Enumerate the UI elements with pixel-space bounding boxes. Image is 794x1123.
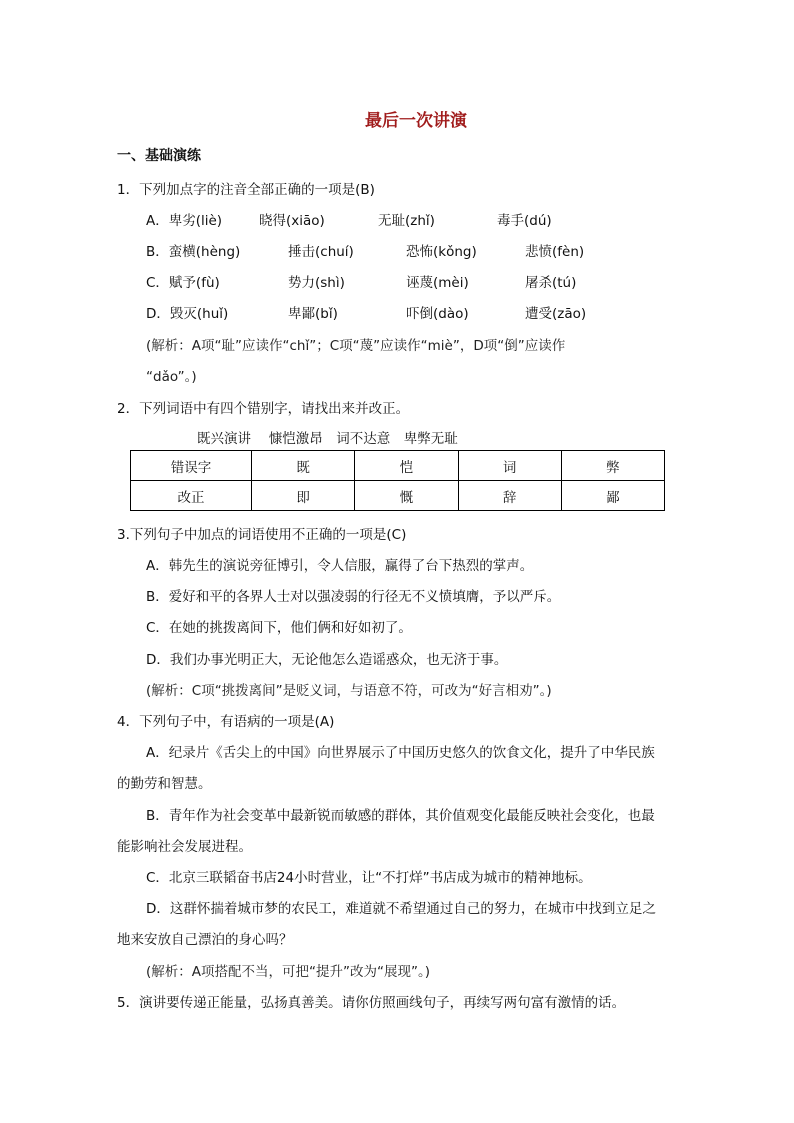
- table-cell: 即: [252, 481, 355, 511]
- page-title: 最后一次讲演: [365, 111, 467, 131]
- table-cell: 错误字: [131, 451, 252, 481]
- q4-option-c: C．北京三联韬奋书店24小时营业，让“不打烊”书店成为城市的精神地标。: [146, 870, 592, 886]
- q1-option-d-3: 吓倒(dào): [406, 306, 469, 322]
- q1-option-a-2: 晓得(xiāo): [259, 213, 325, 229]
- table-row: [131, 481, 665, 511]
- table-cell: 鄙: [561, 481, 664, 511]
- table-cell: 词: [458, 451, 561, 481]
- q4-option-d-line-2: 地来安放自己漂泊的身心吗？: [117, 932, 293, 948]
- q4-option-a-line-1: A．纪录片《舌尖上的中国》向世界展示了中国历史悠久的饮食文化，提升了中华民族: [146, 745, 655, 761]
- table-cell: 弊: [561, 451, 664, 481]
- q1-analysis-line-1: (解析：A项“耻”应读作“chǐ”；C项“蔑”应读作“miè”，D项“倒”应读作: [146, 338, 566, 354]
- q4-option-b-line-2: 能影响社会发展进程。: [117, 839, 252, 855]
- q3-option-a: A．韩先生的演说旁征博引，令人信服，赢得了台下热烈的掌声。: [146, 558, 534, 574]
- q1-option-b-3: 恐怖(kǒng): [406, 244, 477, 260]
- table-cell: 既: [252, 451, 355, 481]
- table-cell: 改正: [131, 481, 252, 511]
- q1-option-b-1: B．蛮横(hèng): [146, 244, 241, 260]
- q1-option-c-2: 势力(shì): [288, 275, 345, 291]
- q2-word-list: 既兴演讲 慷恺激昂 词不达意 卑弊无耻: [197, 431, 458, 447]
- q3-option-b: B．爱好和平的各界人士对以强凌弱的行径无不义愤填膺，予以严斥。: [146, 589, 561, 605]
- q3-option-c: C．在她的挑拨离间下，他们俩和好如初了。: [146, 620, 412, 636]
- q1-option-a-1: A．卑劣(liè): [146, 213, 223, 229]
- q1-analysis-line-2: “dǎo”。): [146, 369, 197, 385]
- table-cell: 慨: [355, 481, 458, 511]
- q1-option-b-2: 捶击(chuí): [288, 244, 354, 260]
- q4-option-b-line-1: B．青年作为社会变革中最新锐而敏感的群体，其价值观变化最能反映社会变化，也最: [146, 808, 655, 824]
- q1-option-c-4: 屠杀(tú): [525, 275, 577, 291]
- q1-option-c-3: 诬蔑(mèi): [406, 275, 469, 291]
- q3-option-d: D．我们办事光明正大，无论他怎么造谣惑众，也无济于事。: [146, 652, 508, 668]
- question-5-stem: 5．演讲要传递正能量，弘扬真善美。请你仿照画线句子，再续写两句富有激情的话。: [117, 995, 626, 1011]
- section-heading: 一、基础演练: [117, 148, 201, 164]
- q1-option-a-3: 无耻(zhǐ): [378, 213, 435, 229]
- q4-option-a-line-2: 的勤劳和智慧。: [117, 776, 212, 792]
- q1-option-d-1: D．毁灭(huǐ): [146, 306, 229, 322]
- q1-option-a-4: 毒手(dú): [497, 213, 552, 229]
- q3-analysis: (解析：C项“挑拨离间”是贬义词，与语意不符，可改为“好言相劝”。): [146, 683, 552, 699]
- q4-analysis: (解析：A项搭配不当，可把“提升”改为“展现”。): [146, 964, 430, 980]
- question-1-stem: 1．下列加点字的注音全部正确的一项是(B): [117, 182, 375, 198]
- q1-option-c-1: C．赋予(fù): [146, 275, 220, 291]
- q1-option-b-4: 悲愤(fèn): [525, 244, 585, 260]
- correction-table: [130, 450, 665, 511]
- table-cell: 辞: [458, 481, 561, 511]
- table-cell: 恺: [355, 451, 458, 481]
- question-4-stem: 4．下列句子中，有语病的一项是(A): [117, 714, 335, 730]
- question-3-stem: 3.下列句子中加点的词语使用不正确的一项是(C): [117, 527, 407, 543]
- q1-option-d-4: 遭受(zāo): [525, 306, 587, 322]
- question-2-stem: 2．下列词语中有四个错别字，请找出来并改正。: [117, 401, 410, 417]
- table-row: [131, 451, 665, 481]
- q4-option-d-line-1: D．这群怀揣着城市梦的农民工，难道就不希望通过自己的努力，在城市中找到立足之: [146, 901, 656, 917]
- q1-option-d-2: 卑鄙(bǐ): [288, 306, 338, 322]
